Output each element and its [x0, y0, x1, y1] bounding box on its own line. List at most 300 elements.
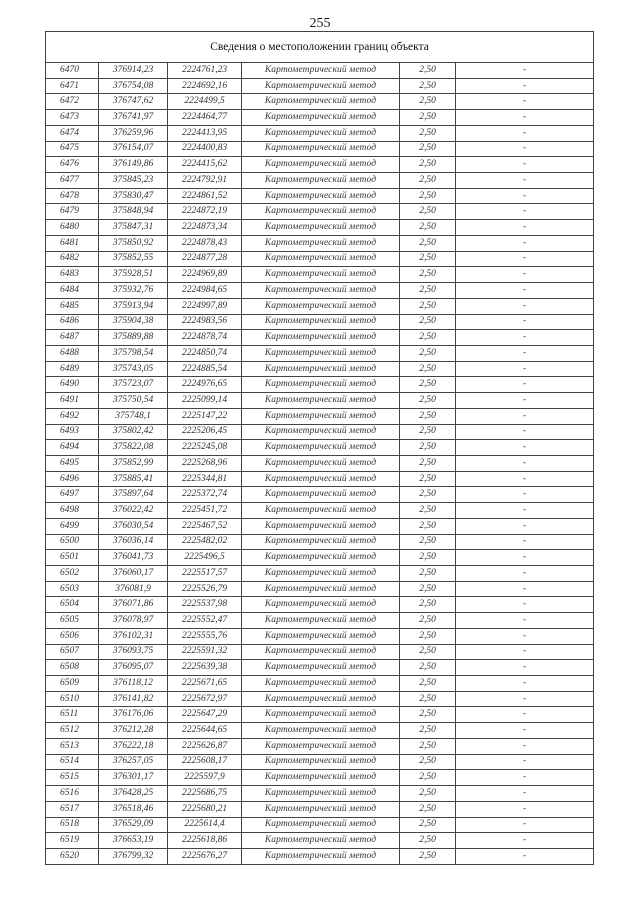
description-cell: -: [456, 487, 594, 503]
description-cell: -: [456, 848, 594, 864]
description-cell: -: [456, 298, 594, 314]
table-row: [46, 361, 594, 377]
method-cell: Картометрический метод: [242, 345, 400, 361]
point-number-cell: 6516: [46, 786, 99, 802]
accuracy-cell: 2,50: [400, 817, 456, 833]
table-row: [46, 267, 594, 283]
method-cell: Картометрический метод: [242, 597, 400, 613]
x-coordinate-cell: 376754,08: [99, 78, 168, 94]
y-coordinate-cell: 2225608,17: [168, 754, 242, 770]
accuracy-cell: 2,50: [400, 676, 456, 692]
method-cell: Картометрический метод: [242, 518, 400, 534]
x-coordinate-cell: 375748,1: [99, 408, 168, 424]
description-cell: -: [456, 691, 594, 707]
method-cell: Картометрический метод: [242, 503, 400, 519]
x-coordinate-cell: 376529,09: [99, 817, 168, 833]
x-coordinate-cell: 375848,94: [99, 204, 168, 220]
accuracy-cell: 2,50: [400, 440, 456, 456]
point-number-cell: 6484: [46, 283, 99, 299]
y-coordinate-cell: 2224984,65: [168, 283, 242, 299]
x-coordinate-cell: 375897,64: [99, 487, 168, 503]
description-cell: -: [456, 581, 594, 597]
point-number-cell: 6512: [46, 723, 99, 739]
method-cell: Картометрический метод: [242, 330, 400, 346]
description-cell: -: [456, 125, 594, 141]
point-number-cell: 6490: [46, 377, 99, 393]
y-coordinate-cell: 2225552,47: [168, 613, 242, 629]
table-row: [46, 173, 594, 189]
table-title-row: [46, 32, 594, 63]
table-row: [46, 566, 594, 582]
point-number-cell: 6515: [46, 770, 99, 786]
description-cell: -: [456, 188, 594, 204]
point-number-cell: 6483: [46, 267, 99, 283]
y-coordinate-cell: 2225647,29: [168, 707, 242, 723]
y-coordinate-cell: 2225517,57: [168, 566, 242, 582]
table-row: [46, 188, 594, 204]
x-coordinate-cell: 375928,51: [99, 267, 168, 283]
accuracy-cell: 2,50: [400, 424, 456, 440]
y-coordinate-cell: 2224850,74: [168, 345, 242, 361]
y-coordinate-cell: 2225639,38: [168, 660, 242, 676]
description-cell: -: [456, 220, 594, 236]
method-cell: Картометрический метод: [242, 251, 400, 267]
x-coordinate-cell: 375822,08: [99, 440, 168, 456]
point-number-cell: 6493: [46, 424, 99, 440]
y-coordinate-cell: 2224861,52: [168, 188, 242, 204]
y-coordinate-cell: 2224997,89: [168, 298, 242, 314]
y-coordinate-cell: 2225626,87: [168, 738, 242, 754]
method-cell: Картометрический метод: [242, 691, 400, 707]
x-coordinate-cell: 375904,38: [99, 314, 168, 330]
accuracy-cell: 2,50: [400, 173, 456, 189]
x-coordinate-cell: 375852,55: [99, 251, 168, 267]
table-row: [46, 848, 594, 864]
table-row: [46, 723, 594, 739]
x-coordinate-cell: 375850,92: [99, 235, 168, 251]
table-row: [46, 801, 594, 817]
description-cell: -: [456, 817, 594, 833]
x-coordinate-cell: 376060,17: [99, 566, 168, 582]
accuracy-cell: 2,50: [400, 314, 456, 330]
method-cell: Картометрический метод: [242, 613, 400, 629]
point-number-cell: 6519: [46, 833, 99, 849]
point-number-cell: 6475: [46, 141, 99, 157]
x-coordinate-cell: 376176,06: [99, 707, 168, 723]
method-cell: Картометрический метод: [242, 833, 400, 849]
point-number-cell: 6497: [46, 487, 99, 503]
description-cell: -: [456, 534, 594, 550]
y-coordinate-cell: 2224983,56: [168, 314, 242, 330]
point-number-cell: 6508: [46, 660, 99, 676]
description-cell: -: [456, 94, 594, 110]
method-cell: Картометрический метод: [242, 188, 400, 204]
method-cell: Картометрический метод: [242, 173, 400, 189]
accuracy-cell: 2,50: [400, 770, 456, 786]
x-coordinate-cell: 376149,86: [99, 157, 168, 173]
y-coordinate-cell: 2225672,97: [168, 691, 242, 707]
table-row: [46, 817, 594, 833]
accuracy-cell: 2,50: [400, 597, 456, 613]
description-cell: -: [456, 110, 594, 126]
description-cell: -: [456, 503, 594, 519]
table-row: [46, 424, 594, 440]
x-coordinate-cell: 375743,05: [99, 361, 168, 377]
method-cell: Картометрический метод: [242, 628, 400, 644]
accuracy-cell: 2,50: [400, 377, 456, 393]
table-row: [46, 440, 594, 456]
x-coordinate-cell: 375830,47: [99, 188, 168, 204]
accuracy-cell: 2,50: [400, 283, 456, 299]
description-cell: -: [456, 801, 594, 817]
x-coordinate-cell: 375798,54: [99, 345, 168, 361]
y-coordinate-cell: 2224877,28: [168, 251, 242, 267]
accuracy-cell: 2,50: [400, 707, 456, 723]
y-coordinate-cell: 2225686,75: [168, 786, 242, 802]
accuracy-cell: 2,50: [400, 503, 456, 519]
table-row: [46, 125, 594, 141]
point-number-cell: 6494: [46, 440, 99, 456]
description-cell: -: [456, 251, 594, 267]
point-number-cell: 6485: [46, 298, 99, 314]
point-number-cell: 6481: [46, 235, 99, 251]
y-coordinate-cell: 2224969,89: [168, 267, 242, 283]
x-coordinate-cell: 375913,94: [99, 298, 168, 314]
y-coordinate-cell: 2225268,96: [168, 455, 242, 471]
x-coordinate-cell: 376799,32: [99, 848, 168, 864]
table-row: [46, 141, 594, 157]
x-coordinate-cell: 376653,19: [99, 833, 168, 849]
y-coordinate-cell: 2224885,54: [168, 361, 242, 377]
method-cell: Картометрический метод: [242, 267, 400, 283]
point-number-cell: 6507: [46, 644, 99, 660]
description-cell: -: [456, 455, 594, 471]
table-row: [46, 660, 594, 676]
description-cell: -: [456, 283, 594, 299]
y-coordinate-cell: 2224872,19: [168, 204, 242, 220]
method-cell: Картометрический метод: [242, 566, 400, 582]
description-cell: -: [456, 267, 594, 283]
point-number-cell: 6479: [46, 204, 99, 220]
x-coordinate-cell: 375845,23: [99, 173, 168, 189]
point-number-cell: 6514: [46, 754, 99, 770]
description-cell: -: [456, 518, 594, 534]
point-number-cell: 6482: [46, 251, 99, 267]
description-cell: -: [456, 314, 594, 330]
x-coordinate-cell: 376030,54: [99, 518, 168, 534]
x-coordinate-cell: 376257,05: [99, 754, 168, 770]
point-number-cell: 6478: [46, 188, 99, 204]
description-cell: -: [456, 738, 594, 754]
table-row: [46, 330, 594, 346]
table-row: [46, 204, 594, 220]
method-cell: Картометрический метод: [242, 393, 400, 409]
description-cell: -: [456, 157, 594, 173]
description-cell: -: [456, 754, 594, 770]
y-coordinate-cell: 2225467,52: [168, 518, 242, 534]
accuracy-cell: 2,50: [400, 408, 456, 424]
y-coordinate-cell: 2224976,65: [168, 377, 242, 393]
method-cell: Картометрический метод: [242, 550, 400, 566]
description-cell: -: [456, 393, 594, 409]
table-row: [46, 471, 594, 487]
accuracy-cell: 2,50: [400, 141, 456, 157]
accuracy-cell: 2,50: [400, 330, 456, 346]
table-row: [46, 235, 594, 251]
point-number-cell: 6476: [46, 157, 99, 173]
x-coordinate-cell: 376141,82: [99, 691, 168, 707]
accuracy-cell: 2,50: [400, 110, 456, 126]
method-cell: Картометрический метод: [242, 78, 400, 94]
description-cell: -: [456, 408, 594, 424]
accuracy-cell: 2,50: [400, 534, 456, 550]
accuracy-cell: 2,50: [400, 455, 456, 471]
table-row: [46, 581, 594, 597]
table-row: [46, 628, 594, 644]
accuracy-cell: 2,50: [400, 801, 456, 817]
method-cell: Картометрический метод: [242, 440, 400, 456]
y-coordinate-cell: 2225206,45: [168, 424, 242, 440]
x-coordinate-cell: 375750,54: [99, 393, 168, 409]
description-cell: -: [456, 613, 594, 629]
x-coordinate-cell: 376154,07: [99, 141, 168, 157]
description-cell: -: [456, 597, 594, 613]
y-coordinate-cell: 2224692,16: [168, 78, 242, 94]
point-number-cell: 6505: [46, 613, 99, 629]
accuracy-cell: 2,50: [400, 660, 456, 676]
table-row: [46, 110, 594, 126]
y-coordinate-cell: 2225451,72: [168, 503, 242, 519]
description-cell: -: [456, 676, 594, 692]
x-coordinate-cell: 376022,42: [99, 503, 168, 519]
x-coordinate-cell: 376036,14: [99, 534, 168, 550]
description-cell: -: [456, 235, 594, 251]
accuracy-cell: 2,50: [400, 471, 456, 487]
point-number-cell: 6471: [46, 78, 99, 94]
method-cell: Картометрический метод: [242, 314, 400, 330]
description-cell: -: [456, 723, 594, 739]
accuracy-cell: 2,50: [400, 754, 456, 770]
table-row: [46, 738, 594, 754]
description-cell: -: [456, 330, 594, 346]
accuracy-cell: 2,50: [400, 691, 456, 707]
point-number-cell: 6513: [46, 738, 99, 754]
point-number-cell: 6488: [46, 345, 99, 361]
accuracy-cell: 2,50: [400, 723, 456, 739]
point-number-cell: 6518: [46, 817, 99, 833]
x-coordinate-cell: 375847,31: [99, 220, 168, 236]
y-coordinate-cell: 2225555,76: [168, 628, 242, 644]
accuracy-cell: 2,50: [400, 550, 456, 566]
y-coordinate-cell: 2224761,23: [168, 63, 242, 79]
table-row: [46, 754, 594, 770]
method-cell: Картометрический метод: [242, 754, 400, 770]
x-coordinate-cell: 375932,76: [99, 283, 168, 299]
x-coordinate-cell: 376222,18: [99, 738, 168, 754]
point-number-cell: 6504: [46, 597, 99, 613]
y-coordinate-cell: 2225147,22: [168, 408, 242, 424]
point-number-cell: 6474: [46, 125, 99, 141]
x-coordinate-cell: 376118,12: [99, 676, 168, 692]
table-row: [46, 408, 594, 424]
accuracy-cell: 2,50: [400, 298, 456, 314]
point-number-cell: 6480: [46, 220, 99, 236]
table-row: [46, 770, 594, 786]
y-coordinate-cell: 2225482,02: [168, 534, 242, 550]
x-coordinate-cell: 375889,88: [99, 330, 168, 346]
description-cell: -: [456, 377, 594, 393]
point-number-cell: 6489: [46, 361, 99, 377]
y-coordinate-cell: 2224792,91: [168, 173, 242, 189]
x-coordinate-cell: 376095,07: [99, 660, 168, 676]
method-cell: Картометрический метод: [242, 738, 400, 754]
x-coordinate-cell: 376259,96: [99, 125, 168, 141]
y-coordinate-cell: 2224400,83: [168, 141, 242, 157]
description-cell: -: [456, 361, 594, 377]
table-row: [46, 487, 594, 503]
table-row: [46, 786, 594, 802]
y-coordinate-cell: 2225614,4: [168, 817, 242, 833]
accuracy-cell: 2,50: [400, 833, 456, 849]
y-coordinate-cell: 2225591,32: [168, 644, 242, 660]
y-coordinate-cell: 2225644,65: [168, 723, 242, 739]
point-number-cell: 6500: [46, 534, 99, 550]
accuracy-cell: 2,50: [400, 204, 456, 220]
accuracy-cell: 2,50: [400, 94, 456, 110]
y-coordinate-cell: 2225597,9: [168, 770, 242, 786]
method-cell: Картометрический метод: [242, 63, 400, 79]
method-cell: Картометрический метод: [242, 471, 400, 487]
method-cell: Картометрический метод: [242, 581, 400, 597]
accuracy-cell: 2,50: [400, 345, 456, 361]
description-cell: -: [456, 770, 594, 786]
y-coordinate-cell: 2225537,98: [168, 597, 242, 613]
y-coordinate-cell: 2225526,79: [168, 581, 242, 597]
x-coordinate-cell: 376914,23: [99, 63, 168, 79]
point-number-cell: 6477: [46, 173, 99, 189]
y-coordinate-cell: 2225099,14: [168, 393, 242, 409]
accuracy-cell: 2,50: [400, 581, 456, 597]
y-coordinate-cell: 2225344,81: [168, 471, 242, 487]
point-number-cell: 6472: [46, 94, 99, 110]
method-cell: Картометрический метод: [242, 786, 400, 802]
method-cell: Картометрический метод: [242, 848, 400, 864]
method-cell: Картометрический метод: [242, 204, 400, 220]
accuracy-cell: 2,50: [400, 220, 456, 236]
table-row: [46, 534, 594, 550]
y-coordinate-cell: 2225680,21: [168, 801, 242, 817]
y-coordinate-cell: 2225671,65: [168, 676, 242, 692]
point-number-cell: 6511: [46, 707, 99, 723]
accuracy-cell: 2,50: [400, 78, 456, 94]
method-cell: Картометрический метод: [242, 125, 400, 141]
table-row: [46, 503, 594, 519]
table-row: [46, 94, 594, 110]
point-number-cell: 6473: [46, 110, 99, 126]
point-number-cell: 6495: [46, 455, 99, 471]
accuracy-cell: 2,50: [400, 361, 456, 377]
description-cell: -: [456, 644, 594, 660]
point-number-cell: 6470: [46, 63, 99, 79]
table-row: [46, 251, 594, 267]
y-coordinate-cell: 2224878,43: [168, 235, 242, 251]
accuracy-cell: 2,50: [400, 63, 456, 79]
method-cell: Картометрический метод: [242, 94, 400, 110]
point-number-cell: 6506: [46, 628, 99, 644]
point-number-cell: 6499: [46, 518, 99, 534]
point-number-cell: 6510: [46, 691, 99, 707]
x-coordinate-cell: 376071,86: [99, 597, 168, 613]
point-number-cell: 6501: [46, 550, 99, 566]
description-cell: -: [456, 78, 594, 94]
description-cell: -: [456, 707, 594, 723]
point-number-cell: 6492: [46, 408, 99, 424]
y-coordinate-cell: 2224499,5: [168, 94, 242, 110]
x-coordinate-cell: 375723,07: [99, 377, 168, 393]
y-coordinate-cell: 2225676,27: [168, 848, 242, 864]
table-row: [46, 613, 594, 629]
table-row: [46, 283, 594, 299]
accuracy-cell: 2,50: [400, 786, 456, 802]
accuracy-cell: 2,50: [400, 628, 456, 644]
table-row: [46, 691, 594, 707]
x-coordinate-cell: 376041,73: [99, 550, 168, 566]
method-cell: Картометрический метод: [242, 770, 400, 786]
description-cell: -: [456, 173, 594, 189]
description-cell: -: [456, 424, 594, 440]
accuracy-cell: 2,50: [400, 613, 456, 629]
table-row: [46, 644, 594, 660]
table-row: [46, 393, 594, 409]
accuracy-cell: 2,50: [400, 125, 456, 141]
accuracy-cell: 2,50: [400, 738, 456, 754]
table-row: [46, 707, 594, 723]
point-number-cell: 6486: [46, 314, 99, 330]
section-title: Сведения о местоположении границ объекта: [46, 32, 594, 63]
table-row: [46, 518, 594, 534]
description-cell: -: [456, 63, 594, 79]
table-row: [46, 676, 594, 692]
description-cell: -: [456, 628, 594, 644]
x-coordinate-cell: 375802,42: [99, 424, 168, 440]
x-coordinate-cell: 376741,97: [99, 110, 168, 126]
point-number-cell: 6503: [46, 581, 99, 597]
method-cell: Картометрический метод: [242, 377, 400, 393]
description-cell: -: [456, 786, 594, 802]
description-cell: -: [456, 471, 594, 487]
method-cell: Картометрический метод: [242, 676, 400, 692]
method-cell: Картометрический метод: [242, 534, 400, 550]
accuracy-cell: 2,50: [400, 251, 456, 267]
table-row: [46, 550, 594, 566]
y-coordinate-cell: 2224878,74: [168, 330, 242, 346]
table-row: [46, 157, 594, 173]
table-row: [46, 63, 594, 79]
method-cell: Картометрический метод: [242, 141, 400, 157]
x-coordinate-cell: 376078,97: [99, 613, 168, 629]
description-cell: -: [456, 550, 594, 566]
accuracy-cell: 2,50: [400, 188, 456, 204]
y-coordinate-cell: 2225245,08: [168, 440, 242, 456]
x-coordinate-cell: 376102,31: [99, 628, 168, 644]
table-row: [46, 314, 594, 330]
accuracy-cell: 2,50: [400, 157, 456, 173]
x-coordinate-cell: 376428,25: [99, 786, 168, 802]
x-coordinate-cell: 376518,46: [99, 801, 168, 817]
method-cell: Картометрический метод: [242, 660, 400, 676]
y-coordinate-cell: 2224464,77: [168, 110, 242, 126]
point-number-cell: 6498: [46, 503, 99, 519]
